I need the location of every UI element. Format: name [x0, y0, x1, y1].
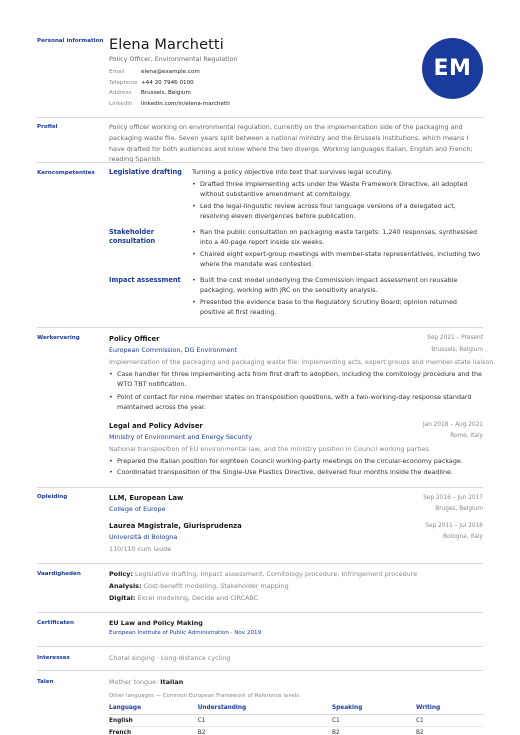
contact-key: Address [109, 90, 132, 96]
education-note: 110/110 cum laude [109, 545, 172, 553]
linkedin-value[interactable]: linkedin.com/in/elena-marchetti [141, 101, 230, 107]
job-location: Rome, Italy [450, 433, 483, 439]
section-label-profile: Profiel [37, 124, 58, 130]
divider [37, 162, 483, 163]
contact-key: LinkedIn [109, 101, 133, 107]
certificate-issuer: European Institute of Public Administration · Nov 2019 [109, 630, 262, 636]
table-header-row [109, 705, 483, 715]
table-row [109, 727, 483, 735]
skill-value: Cost-benefit modelling, Stakeholder mapping [143, 582, 289, 590]
table-header: Writing [416, 705, 483, 715]
person-name: Elena Marchetti [109, 37, 224, 53]
email-value[interactable]: elena@example.com [141, 69, 200, 75]
person-title: Policy Officer, Environmental Regulation [109, 55, 238, 63]
divider [37, 327, 483, 328]
job-org: European Commission, DG Environment [109, 346, 238, 354]
education-location: Bruges, Belgium [435, 506, 483, 512]
profile-text: Policy officer working on environmental regulation, currently on the implementation side of the packaging and packaging waste file. Seven years split between a national ministry and the Brussels institutions, which means I have drafted for both audiences and know where the two diverge. Working languages Italian, English and French; reading Spanish. [109, 123, 473, 164]
job-date: Jan 2018 – Aug 2021 [422, 422, 483, 428]
divider [37, 563, 483, 564]
job-bullet: • Case handler for three implementing acts from first draft to adoption, including the comitology procedure and the WTO TBT notification. [109, 369, 487, 390]
competency-title: Stakeholder consultation [109, 228, 156, 245]
skill-row-analysis [109, 582, 289, 590]
competency-bullet: • Drafted three implementing acts under the Waste Framework Directive, all adopted without substantive amendment at comitology. [192, 179, 483, 200]
certificate-title: EU Law and Policy Making [109, 619, 203, 627]
skill-key: Digital: [109, 594, 136, 602]
section-label-personal: Personal information [37, 38, 104, 44]
divider [37, 612, 483, 613]
section-label-competencies: Kerncompetenties [37, 170, 95, 176]
language-name: French [109, 727, 198, 735]
job-title: Policy Officer [109, 335, 160, 343]
section-label-languages: Talen [37, 679, 54, 685]
competency-bullet: • Presented the evidence base to the Regulatory Scrutiny Board; opinion returned positive at first reading. [192, 297, 483, 318]
divider [37, 646, 483, 647]
education-location: Bologna, Italy [443, 534, 483, 540]
competency-title: Legislative drafting [109, 168, 182, 176]
mother-tongue [109, 678, 183, 686]
contact-key: Telephone [109, 80, 138, 86]
school-name: College of Europe [109, 505, 166, 513]
skill-value: Legislative drafting, Impact assessment, Comitology procedure, Infringement procedure [135, 570, 418, 578]
avatar [422, 38, 483, 99]
level-cell: B2 [416, 727, 483, 735]
school-name: Università di Bologna [109, 533, 178, 541]
skill-key: Analysis: [109, 582, 142, 590]
degree-title: LLM, European Law [109, 494, 184, 502]
section-label-interests: Interesses [37, 655, 70, 661]
competency-title: Impact assessment [109, 276, 181, 284]
section-label-certificates: Certificaten [37, 620, 74, 626]
divider [37, 670, 483, 671]
section-label-skills: Vaardigheden [37, 571, 81, 577]
interests-text: Choral singing · Long-distance cycling [109, 654, 231, 662]
competency-bullet: • Chaired eight expert-group meetings with member-state representatives, including two where the mandate was contested. [192, 249, 483, 270]
skill-value: Excel modelling, Decide and CIRCABC [137, 594, 259, 602]
mother-tongue-key: Mother tongue: [109, 678, 159, 686]
table-row [109, 715, 483, 727]
job-org: Ministry of Environment and Energy Security [109, 433, 253, 441]
telephone-value[interactable]: +44 20 7946 0100 [141, 80, 194, 86]
level-cell: C1 [416, 715, 483, 727]
skill-key: Policy: [109, 570, 133, 578]
skill-row-digital [109, 594, 258, 602]
divider [37, 487, 483, 488]
divider [37, 117, 483, 118]
table-header: Language [109, 705, 198, 715]
education-date: Sep 2016 – Jun 2017 [423, 495, 483, 501]
degree-title: Laurea Magistrale, Giurisprudenza [109, 522, 242, 530]
other-languages-note: Other languages — Common European Framework of Reference levels [109, 693, 300, 699]
mother-tongue-value: Italian [160, 678, 184, 686]
level-cell: B2 [198, 727, 332, 735]
table-header: Speaking [332, 705, 416, 715]
competency-lead: Turning a policy objective into text that survives legal scrutiny. [192, 168, 393, 176]
skill-row-policy [109, 570, 417, 578]
level-cell: C1 [332, 715, 416, 727]
competency-bullet: • Built the cost model underlying the Commission impact assessment on reusable packaging, working with JRC on the sensitivity analysis. [192, 275, 483, 296]
job-bullet: • Point of contact for nine member states on transposition questions, with a two-working-day response standard maintained across the year. [109, 392, 487, 413]
address-value: Brussels, Belgium [141, 90, 191, 96]
languages-table [109, 705, 483, 735]
competency-bullet: • Led the legal-linguistic review across four language versions of a delegated act, resolving eleven divergences before publication. [192, 201, 483, 222]
job-summary: National transposition of EU environmental law, and the ministry position in Council working parties. [109, 445, 431, 453]
level-cell: C1 [198, 715, 332, 727]
avatar-initials: EM [433, 56, 472, 81]
section-label-education: Opleiding [37, 494, 68, 500]
contact-key: Email [109, 69, 125, 75]
job-summary: Implementation of the packaging and packaging waste file: implementing acts, expert groups and member-state liaison. [109, 358, 496, 366]
table-header: Understanding [198, 705, 332, 715]
job-bullet: • Prepared the Italian position for eighteen Council working-party meetings on the circular-economy package. [109, 456, 487, 466]
competency-bullet: • Ran the public consultation on packaging waste targets: 1,240 responses, synthesised into a 40-page report inside six weeks. [192, 227, 483, 248]
job-bullet: • Coordinated transposition of the Single-Use Plastics Directive, delivered four months inside the deadline. [109, 467, 487, 477]
education-date: Sep 2011 – Jul 2016 [425, 523, 483, 529]
section-label-experience: Werkervaring [37, 335, 80, 341]
job-location: Brussels, Belgium [431, 347, 483, 353]
job-date: Sep 2021 – Present [427, 335, 483, 341]
job-title: Legal and Policy Adviser [109, 422, 203, 430]
level-cell: B2 [332, 727, 416, 735]
language-name: English [109, 715, 198, 727]
